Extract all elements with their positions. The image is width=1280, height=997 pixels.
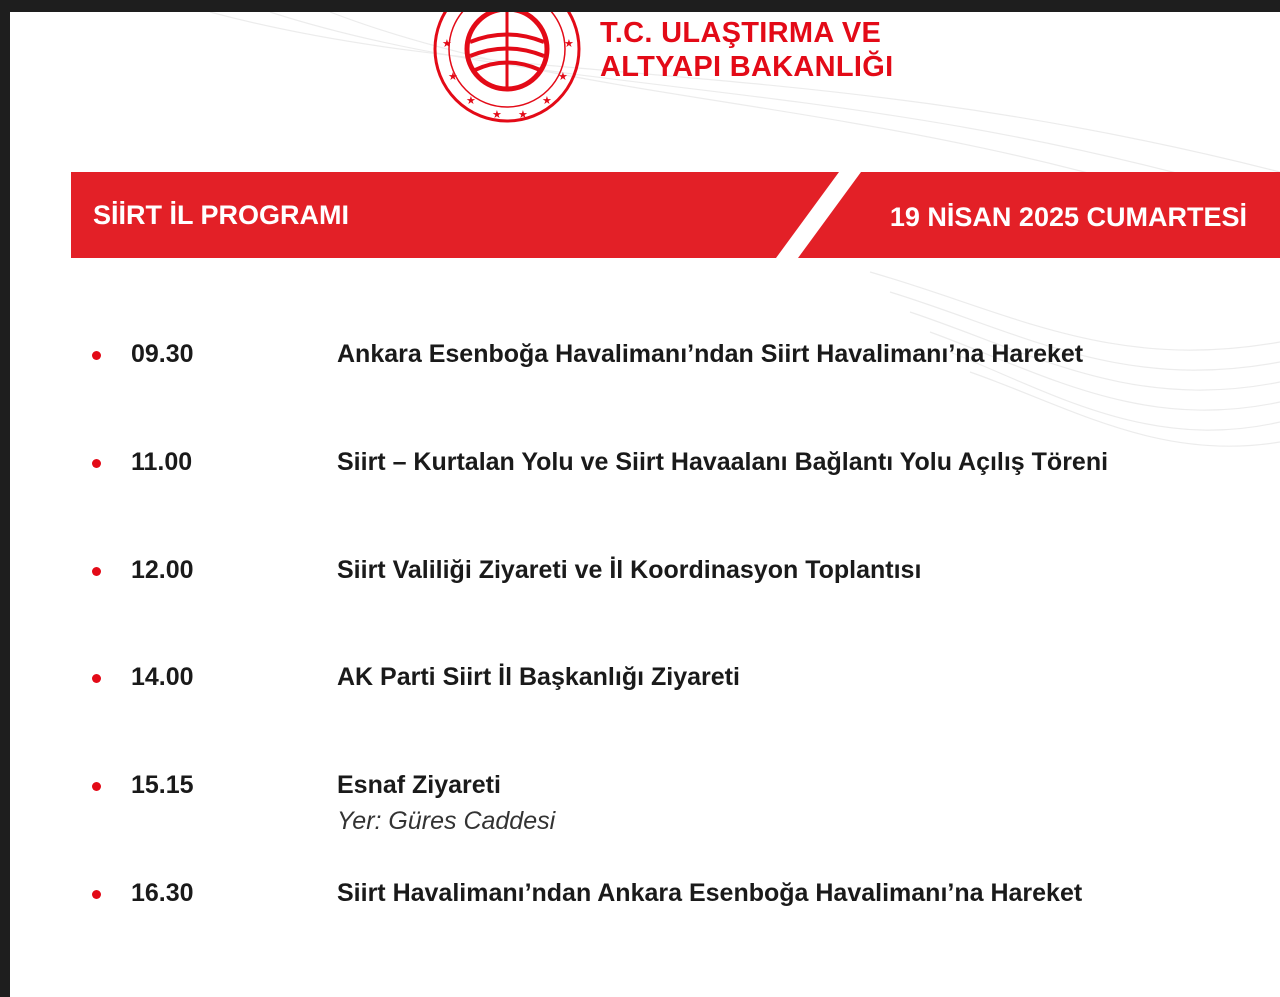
program-description: Esnaf Ziyareti (337, 771, 501, 799)
svg-text:★: ★ (492, 108, 502, 121)
bullet-icon (92, 674, 101, 683)
bullet-icon (92, 567, 101, 576)
program-time: 11.00 (131, 448, 193, 476)
bullet-icon (92, 890, 101, 899)
svg-text:★: ★ (442, 37, 452, 50)
program-item (10, 657, 1280, 717)
program-description: Siirt – Kurtalan Yolu ve Siirt Havaalanı Bağlantı Yolu Açılış Töreni (337, 448, 1109, 476)
program-time: 14.00 (131, 663, 194, 691)
program-description: AK Parti Siirt İl Başkanlığı Ziyareti (337, 663, 740, 691)
program-item (10, 334, 1280, 394)
document-page (10, 2, 1280, 997)
program-description: Siirt Valiliği Ziyareti ve İl Koordinasyon Toplantısı (337, 556, 922, 584)
program-time: 12.00 (131, 556, 194, 584)
ministry-name-line2: ALTYAPI BAKANLIĞI (600, 51, 894, 83)
svg-text:★: ★ (518, 108, 528, 121)
svg-text:★: ★ (558, 70, 568, 83)
bullet-icon (92, 459, 101, 468)
program-location: Yer: Güres Caddesi (337, 807, 556, 835)
svg-text:★: ★ (556, 2, 566, 15)
svg-text:★: ★ (564, 37, 574, 50)
program-time: 15.15 (131, 771, 194, 799)
bullet-icon (92, 351, 101, 360)
program-banner (71, 172, 1280, 258)
program-item (10, 550, 1280, 610)
program-title: SİİRT İL PROGRAMI (93, 200, 350, 230)
program-time: 16.30 (131, 879, 194, 907)
svg-text:★: ★ (542, 94, 552, 107)
program-item (10, 873, 1280, 933)
program-description: Ankara Esenboğa Havalimanı’ndan Siirt Havalimanı’na Hareket (337, 340, 1084, 368)
ministry-name-line1: T.C. ULAŞTIRMA VE (600, 17, 882, 49)
ministry-name (600, 16, 894, 84)
svg-text:★: ★ (448, 70, 458, 83)
program-item (10, 765, 1280, 835)
ministry-emblem-icon (430, 2, 585, 127)
bullet-icon (92, 782, 101, 791)
program-item (10, 442, 1280, 502)
svg-text:★: ★ (466, 94, 476, 107)
program-time: 09.30 (131, 340, 194, 368)
svg-text:★: ★ (450, 2, 460, 15)
program-date: 19 NİSAN 2025 CUMARTESİ (889, 202, 1247, 232)
program-description: Siirt Havalimanı’ndan Ankara Esenboğa Havalimanı’na Hareket (337, 879, 1083, 907)
